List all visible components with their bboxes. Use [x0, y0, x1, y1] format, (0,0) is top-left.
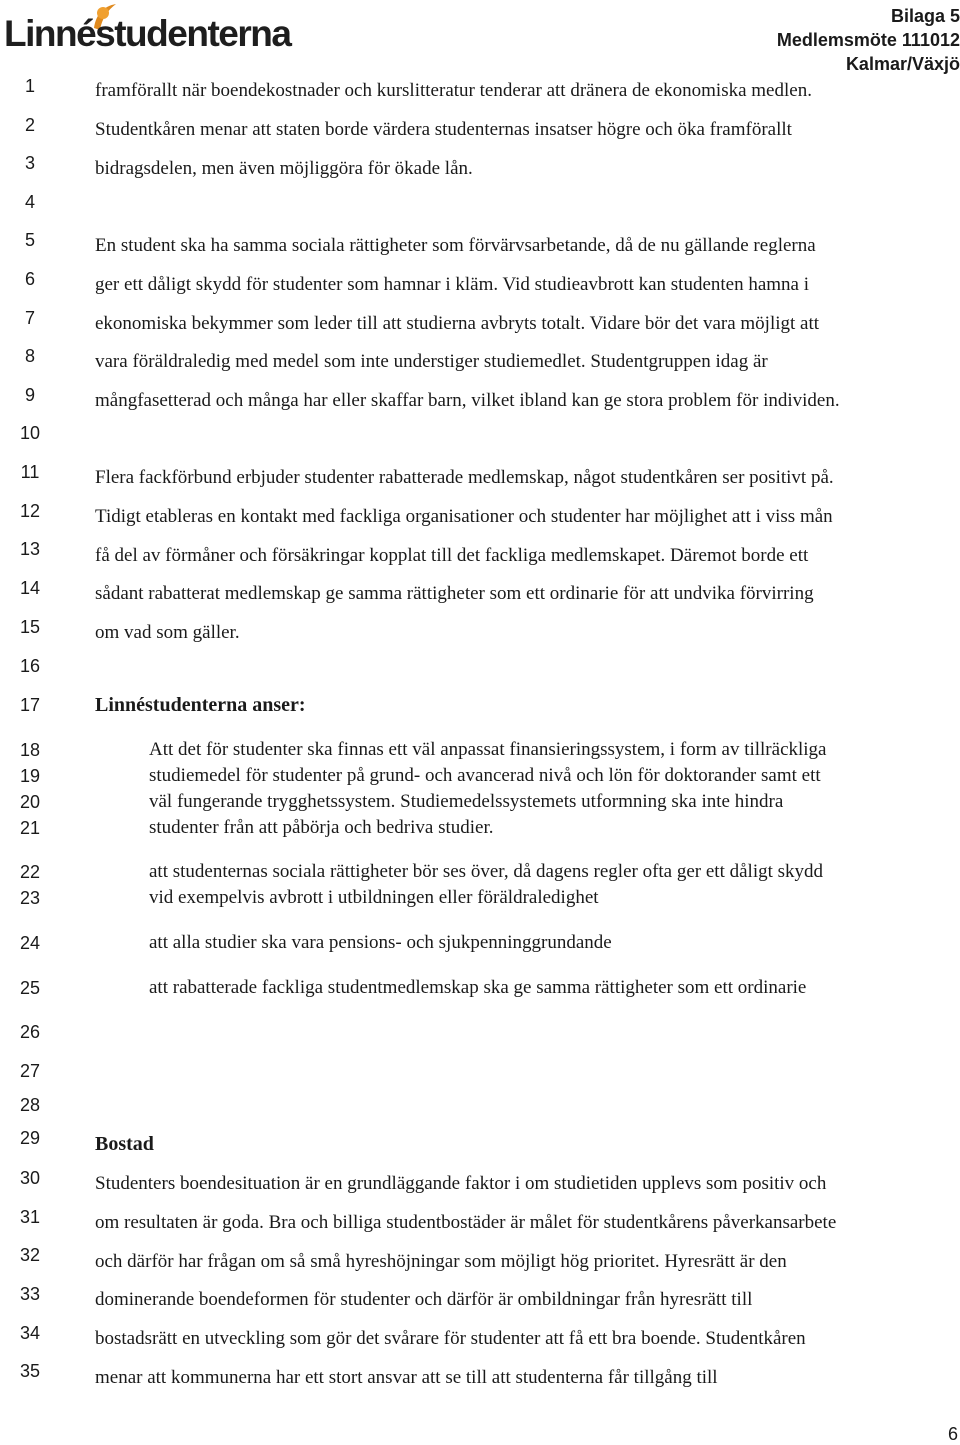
- header-attachment: Bilaga 5: [890, 6, 960, 26]
- line-number: 6: [24, 269, 35, 289]
- line-number: 16: [19, 656, 41, 676]
- line-number: 28: [19, 1095, 41, 1115]
- line-number: 3: [24, 153, 35, 173]
- line-number: 4: [24, 192, 35, 212]
- heading-bostad: Bostad: [95, 1133, 154, 1155]
- linnestudenterna-logo: [4, 2, 334, 58]
- line-number: 9: [24, 385, 35, 405]
- line-number: 29: [19, 1128, 41, 1148]
- line-number: 33: [19, 1284, 41, 1304]
- bullet-pension: att alla studier ska vara pensions- och sjukpenninggrundande: [149, 932, 612, 953]
- line-number: 15: [19, 617, 41, 637]
- header-location: Kalmar/Växjö: [845, 54, 960, 74]
- paragraph-social-rights: En student ska ha samma sociala rättigheter som förvärvsarbetande, då de nu gällande reglerna ger ett dåligt skydd för studenter som hamnar i kläm. Vid studieavbrott kan studenten hamna i ekonomiska bekymmer som leder till att studierna avbryts totalt. Vidare bör det vara möjligt att vara föräldraledig med medel som inte understiger studiemedlet. Studentgruppen idag är mångfasetterad och många har eller skaffar barn, vilket ibland kan ge stora problem för individen.: [95, 235, 840, 412]
- line-number: 32: [19, 1245, 41, 1265]
- line-number: 7: [24, 308, 35, 328]
- paragraph-housing: Studenters boendesituation är en grundläggande faktor i om studietiden upplevs som positiv och om resultaten är goda. Bra och billiga studentbostäder är målet för studentkårens påverkansarbete och därför har frågan om så små hyreshöjningar som möjligt hög prioritet. Hyresrätt är den dominerande boendeformen för studenter och därför är ombildningar från hyresrätt till bostadsrätt en utveckling som gör det svårare för studenter att få ett bra boende. Studentkåren menar att kommunerna har ett stort ansvar att se till att studenterna får tillgång till: [95, 1173, 837, 1388]
- line-number: 23: [19, 888, 41, 908]
- header-meeting: Medlemsmöte 111012: [776, 30, 960, 50]
- line-number: 8: [24, 346, 35, 366]
- bullet-union-membership: att rabatterade fackliga studentmedlemskap ska ge samma rättigheter som ett ordinarie: [149, 977, 807, 998]
- line-number: 17: [19, 695, 41, 715]
- line-number: 5: [24, 230, 35, 250]
- line-number: 20: [19, 792, 41, 812]
- line-number: 2: [24, 115, 35, 135]
- paragraph-financing: framförallt när boendekostnader och kurslitteratur tenderar att dränera de ekonomiska medlen. Studentkåren menar att staten borde värdera studenternas insatser högre och öka framförallt bidragsdelen, men även möjliggöra för ökade lån.: [95, 80, 812, 179]
- line-number: 12: [19, 501, 41, 521]
- line-number: 24: [19, 933, 41, 953]
- line-number: 35: [19, 1361, 41, 1381]
- line-number: 10: [19, 423, 41, 443]
- line-number: 26: [19, 1022, 41, 1042]
- line-number: 19: [19, 766, 41, 786]
- line-number: 34: [19, 1323, 41, 1343]
- bullet-social-rights: att studenternas sociala rättigheter bör ses över, då dagens regler ofta ger ett dåligt skydd vid exempelvis avbrott i utbildningen eller föräldraledighet: [149, 861, 824, 908]
- heading-anser: Linnéstudenterna anser:: [95, 694, 306, 716]
- line-number: 30: [19, 1168, 41, 1188]
- page-number: 6: [947, 1424, 958, 1444]
- line-number: 22: [19, 862, 41, 882]
- line-number: 1: [24, 76, 35, 96]
- line-number: 21: [19, 818, 41, 838]
- line-number: 11: [20, 462, 40, 482]
- line-number: 13: [19, 539, 41, 559]
- line-number: 31: [19, 1207, 41, 1227]
- document-header-info: [777, 4, 960, 76]
- line-number: 18: [19, 740, 41, 760]
- logo-text: Linnéstudenterna: [4, 13, 291, 54]
- line-number: 27: [19, 1061, 41, 1081]
- line-number: 14: [19, 578, 41, 598]
- bullet-financing-system: Att det för studenter ska finnas ett väl anpassat finansieringssystem, i form av tillräckliga studiemedel för studenter på grund- och avancerad nivå och lön för doktorander samt ett väl fungerande trygghetssystem. Studiemedelssystemets utformning ska inte hindra studenter från att påbörja och bedriva studier.: [149, 739, 827, 838]
- line-number: 25: [19, 978, 41, 998]
- paragraph-unions: Flera fackförbund erbjuder studenter rabatterade medlemskap, något studentkåren ser positivt på. Tidigt etableras en kontakt med fackliga organisationer och studenter har möjlighet att i viss mån få del av förmåner och försäkringar kopplat till det fackliga medlemskapet. Däremot borde ett sådant rabatterat medlemskap ge samma rättigheter som ett ordinarie för att undvika förvirring om vad som gäller.: [95, 467, 834, 644]
